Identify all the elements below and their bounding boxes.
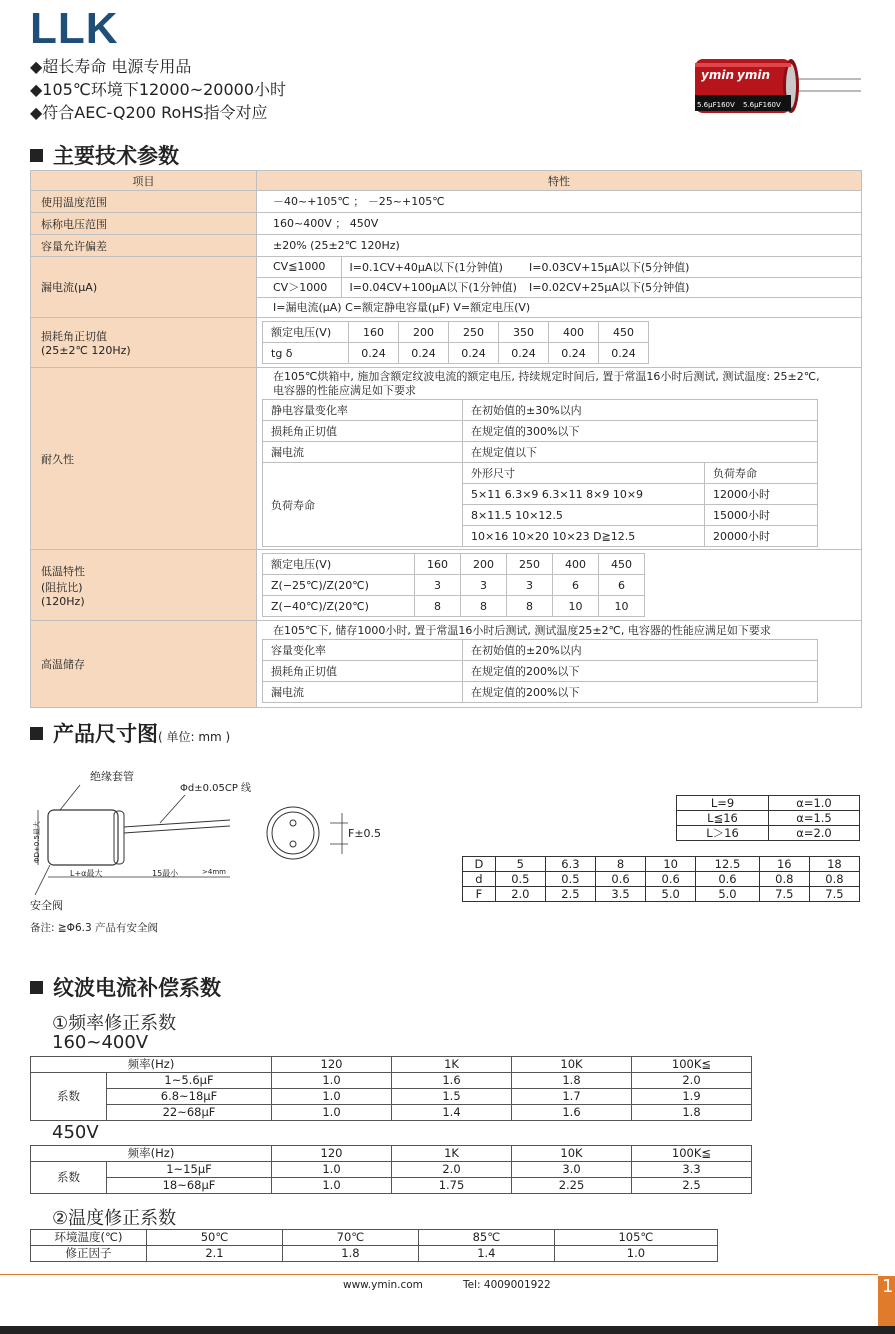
temp-label: 使用温度范围 bbox=[31, 191, 257, 213]
cap-label-2: 5.6μF160V bbox=[743, 101, 781, 109]
hightemp-label: 高温储存 bbox=[31, 621, 257, 708]
pitch-label: F±0.5 bbox=[348, 827, 382, 840]
temp-table: 环境温度(℃) 50℃ 70℃ 85℃ 105℃ 修正因子 2.1 1.8 1.4 1.0 bbox=[30, 1229, 718, 1262]
footer-tel: Tel: 4009001922 bbox=[463, 1279, 551, 1291]
leak-v2-1: I=0.03CV+15μA以下(5分钟值) bbox=[529, 257, 861, 277]
tolerance-value: ±20% (25±2℃ 120Hz) bbox=[273, 239, 400, 252]
dimension-table: D 5 6.3 8 10 12.5 16 18 d 0.5 0.5 0.6 0.6 0.6 0.8 0.8 F 2.0 2.5 3.5 5.0 5.0 7.5 7.5 bbox=[462, 856, 860, 902]
feature-2: ◆105℃环境下12000~20000小时 bbox=[30, 80, 287, 99]
ripple-section-title: 纹波电流补偿系数 bbox=[30, 972, 221, 1002]
voltage-value: 160~400V ； 450V bbox=[273, 217, 379, 230]
square-bullet-icon bbox=[30, 981, 43, 994]
leak-cond-1: CV≦1000 bbox=[257, 257, 341, 277]
endurance-label: 耐久性 bbox=[31, 368, 257, 550]
leak-cond-2: CV＞1000 bbox=[257, 277, 341, 297]
leakage-label: 漏电流(μA) bbox=[31, 257, 257, 318]
dimension-drawing bbox=[30, 765, 390, 915]
lead-length-label: 15最小 bbox=[152, 869, 179, 878]
spec-table bbox=[30, 170, 862, 708]
lowtemp-label: 低温特性 (阻抗比) (120Hz) bbox=[31, 550, 257, 621]
load-life-label: 负荷寿命 bbox=[263, 463, 463, 547]
brand-text-2: ymin bbox=[737, 68, 770, 82]
square-bullet-icon bbox=[30, 727, 43, 740]
hightemp-table: 容量变化率 在初始值的±20%以内 损耗角正切值 在规定值的200%以下 漏电流 在规定值的200%以下 bbox=[262, 639, 818, 703]
lowtemp-table: 额定电压(V) 160 200 250 400 450 Z(−25℃)/Z(20℃) 3 3 3 6 6 Z(−40℃)/Z(20℃) 8 8 8 10 10 bbox=[262, 553, 645, 617]
capacitor-image bbox=[693, 55, 863, 117]
gap-label: >4mm bbox=[202, 868, 226, 876]
footer-url[interactable]: www.ymin.com bbox=[343, 1279, 423, 1291]
voltage-label: 标称电压范围 bbox=[31, 213, 257, 235]
freq-table-2: 频率(Hz) 120 1K 10K 100K≦ 系数 1~15μF 1.0 2.0 3.0 3.3 18~68μF 1.0 1.75 2.25 2.5 bbox=[30, 1145, 752, 1194]
freq-title: ①频率修正系数 bbox=[52, 1013, 177, 1034]
temp-value: －40~+105℃ ； －25~+105℃ bbox=[273, 195, 445, 208]
endurance-table: 静电容量变化率 在初始值的±30%以内 损耗角正切值 在规定值的300%以下 漏电流 在规定值以下 负荷寿命 外形尺寸 负荷寿命 5×11 6.3×9 6.3×11 8×9 10×9 12000小时 8×11.5 10×12.5 15000小时 10×16 10×20 10×23 D≧12.5 20000小时 bbox=[262, 399, 818, 547]
endurance-intro: 在105℃烘箱中, 施加含额定纹波电流的额定电压, 持续规定时间后, 置于常温16小时后测试, 测试温度: 25±2℃, 电容器的性能应满足如下要求 bbox=[273, 370, 820, 397]
freq-table-1: 频率(Hz) 120 1K 10K 100K≦ 系数 1~5.6μF 1.0 1.6 1.8 2.0 6.8~18μF 1.0 1.5 1.7 1.9 22~68μF 1.0 1.4 1.6 1.8 bbox=[30, 1056, 752, 1121]
square-bullet-icon bbox=[30, 149, 43, 162]
length-label: L+α最大 bbox=[70, 869, 103, 878]
page-number-tab: 1 bbox=[878, 1276, 895, 1326]
leak-v1-1: I=0.1CV+40μA以下(1分钟值) bbox=[341, 257, 529, 277]
voltage-group-1: 160~400V bbox=[52, 1032, 149, 1053]
feature-1: ◆超长寿命 电源专用品 bbox=[30, 57, 192, 76]
leak-v2-2: I=0.02CV+25μA以下(5分钟值) bbox=[529, 277, 861, 297]
diameter-label: ΦD+0.5最大 bbox=[33, 821, 41, 863]
series-title: LLK bbox=[30, 4, 119, 53]
leak-note: I=漏电流(μA) C=额定静电容量(μF) V=额定电压(V) bbox=[273, 301, 531, 315]
lead-label: Φd±0.05CP 线 bbox=[180, 783, 252, 794]
hightemp-intro: 在105℃下, 储存1000小时, 置于常温16小时后测试, 测试温度25±2℃, 电容器的性能应满足如下要求 bbox=[273, 624, 771, 637]
feature-3: ◆符合AEC-Q200 RoHS指令对应 bbox=[30, 103, 268, 122]
tan-table: 额定电压(V) 160 200 250 350 400 450 tg δ 0.24 0.24 0.24 0.24 0.24 0.24 bbox=[262, 321, 649, 364]
tan-label: 损耗角正切值 (25±2℃ 120Hz) bbox=[31, 318, 257, 368]
vent-note: 备注: ≧Φ6.3 产品有安全阀 bbox=[30, 922, 158, 934]
spec-head-char: 特性 bbox=[257, 171, 862, 191]
temp-title: ②温度修正系数 bbox=[52, 1208, 177, 1229]
voltage-group-2: 450V bbox=[52, 1122, 99, 1143]
tolerance-label: 容量允许偏差 bbox=[31, 235, 257, 257]
vent-label: 安全阀 bbox=[30, 899, 63, 912]
leak-v1-2: I=0.04CV+100μA以下(1分钟值) bbox=[341, 277, 529, 297]
footer-divider bbox=[0, 1274, 878, 1275]
bottom-bar bbox=[0, 1326, 895, 1334]
spec-head-item: 项目 bbox=[31, 171, 257, 191]
dimension-section-title: 产品尺寸图( 单位: mm ) bbox=[30, 718, 230, 748]
brand-text: ymin bbox=[701, 68, 734, 82]
cap-label-1: 5.6μF160V bbox=[697, 101, 735, 109]
spec-section-title: 主要技术参数 bbox=[30, 140, 179, 170]
sleeve-label: 绝缘套管 bbox=[90, 770, 134, 783]
alpha-table: L=9 α=1.0 L≦16 α=1.5 L＞16 α=2.0 bbox=[676, 795, 860, 841]
